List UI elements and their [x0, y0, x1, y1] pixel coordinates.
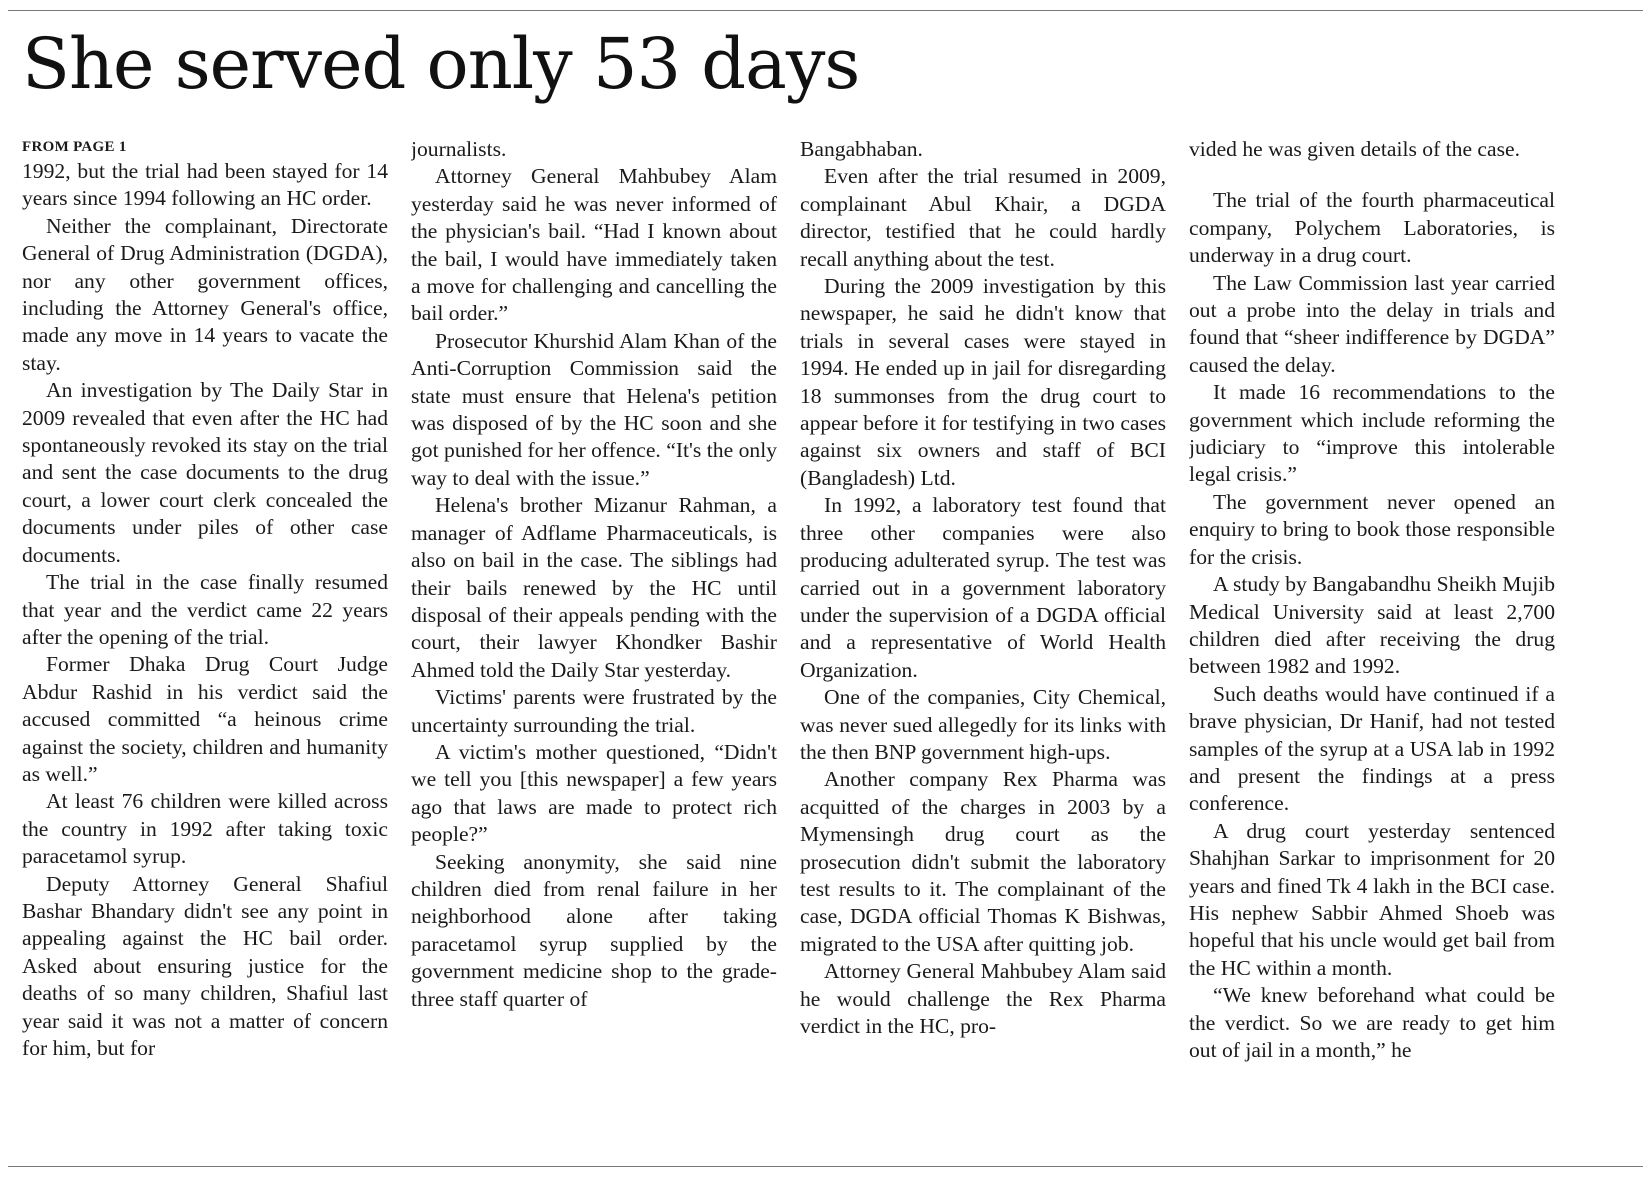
article-column-2: [411, 136, 777, 1160]
article-column-1: [22, 136, 388, 1160]
paragraph: 1992, but the trial had been stayed for 14 years since 1994 following an HC order.: [22, 159, 388, 211]
paragraph: One of the companies, City Chemical, was never sued allegedly for its links with the then BNP government high-ups.: [800, 685, 1166, 764]
paragraph: journalists.: [411, 137, 507, 161]
paragraph: A drug court yesterday sentenced Shahjhan Sarkar to imprisonment for 20 years and fined Tk 4 lakh in the BCI case. His nephew Sabbir Ahmed Shoeb was hopeful that his uncle would get bail from the HC within a month.: [1189, 818, 1555, 980]
paragraph: Victims' parents were frustrated by the uncertainty surrounding the trial.: [411, 685, 777, 737]
paragraph: Attorney General Mahbubey Alam said he would challenge the Rex Pharma verdict in the HC, pro-: [800, 959, 1166, 1038]
paragraph: Attorney General Mahbubey Alam yesterday said he was never informed of the physician's bail. “Had I known about the bail, I would have immediately taken a move for challenging and cancelling the bail order.”: [411, 164, 777, 326]
bottom-rule: [8, 1166, 1643, 1167]
paragraph: vided he was given details of the case.: [1189, 137, 1520, 161]
article-column-4: [1189, 136, 1555, 1160]
kicker: FROM PAGE 1: [22, 139, 127, 155]
paragraph: The trial in the case finally resumed that year and the verdict came 22 years after the opening of the trial.: [22, 570, 388, 649]
paragraph: Deputy Attorney General Shafiul Bashar Bhandary didn't see any point in appealing against the HC bail order. Asked about ensuring justice for the deaths of so many children, Shafiul last year said it was not a matter of concern for him, but for: [22, 871, 388, 1060]
paragraph: A victim's mother questioned, “Didn't we tell you [this newspaper] a few years ago that laws are made to protect rich people?”: [411, 739, 777, 847]
article-column-3: [800, 136, 1166, 1160]
paragraph: During the 2009 investigation by this newspaper, he said he didn't know that trials in several cases were stayed in 1994. He ended up in jail for disregarding 18 summonses from the drug court to appear before it for testifying in two cases against six owners and staff of BCI (Bangladesh) Ltd.: [800, 274, 1166, 490]
paragraph: Seeking anonymity, she said nine children died from renal failure in her neighborhood alone after taking paracetamol syrup supplied by the government medicine shop to the grade-three staff quarter of: [411, 849, 777, 1011]
paragraph: Former Dhaka Drug Court Judge Abdur Rashid in his verdict said the accused committed “a heinous crime against the society, children and humanity as well.”: [22, 652, 388, 786]
paragraph: Helena's brother Mizanur Rahman, a manager of Adflame Pharmaceuticals, is also on bail in the case. The siblings had their bails renewed by the HC until disposal of their appeals pending with the court, their lawyer Khondker Bashir Ahmed told the Daily Star yesterday.: [411, 493, 777, 682]
top-rule: [8, 10, 1643, 11]
paragraph: Bangabhaban.: [800, 137, 923, 161]
headline: She served only 53 days: [22, 23, 860, 105]
paragraph: A study by Bangabandhu Sheikh Mujib Medical University said at least 2,700 children died after receiving the drug between 1982 and 1992.: [1189, 572, 1555, 679]
paragraph: The trial of the fourth pharmaceutical company, Polychem Laboratories, is underway in a drug court.: [1189, 188, 1555, 268]
paragraph: The government never opened an enquiry to bring to book those responsible for the crisis.: [1189, 489, 1555, 569]
paragraph: Even after the trial resumed in 2009, complainant Abul Khair, a DGDA director, testified that he could hardly recall anything about the test.: [800, 164, 1166, 271]
paragraph: Such deaths would have continued if a brave physician, Dr Hanif, had not tested samples of the syrup at a USA lab in 1992 and present the findings at a press conference.: [1189, 681, 1555, 816]
paragraph: Prosecutor Khurshid Alam Khan of the Anti-Corruption Commission said the state must ensure that Helena's petition was disposed of by the HC soon and she got punished for her offence. “It's the only way to deal with the issue.”: [411, 328, 777, 490]
paragraph: An investigation by The Daily Star in 2009 revealed that even after the HC had spontaneously revoked its stay on the trial and sent the case documents to the drug court, a lower court clerk concealed the documents under piles of other case documents.: [22, 378, 388, 567]
paragraph: Another company Rex Pharma was acquitted of the charges in 2003 by a Mymensingh drug court as the prosecution didn't submit the laboratory test results to it. The complainant of the case, DGDA official Thomas K Bishwas, migrated to the USA after quitting job.: [800, 767, 1166, 956]
paragraph: Neither the complainant, Directorate General of Drug Administration (DGDA), nor any other government offices, including the Attorney General's office, made any move in 14 years to vacate the stay.: [22, 213, 388, 375]
paragraph: “We knew beforehand what could be the verdict. So we are ready to get him out of jail in a month,” he: [1189, 983, 1555, 1062]
paragraph: The Law Commission last year carried out a probe into the delay in trials and found that “sheer indifference by DGDA” caused the delay.: [1189, 270, 1555, 377]
paragraph: It made 16 recommendations to the government which include reforming the judiciary to “improve this intolerable legal crisis.”: [1189, 380, 1555, 487]
paragraph: At least 76 children were killed across the country in 1992 after taking toxic paracetamol syrup.: [22, 789, 388, 869]
paragraph: In 1992, a laboratory test found that three other companies were also producing adulterated syrup. The test was carried out in a government laboratory under the supervision of a DGDA official and a representative of World Health Organization.: [800, 493, 1166, 682]
